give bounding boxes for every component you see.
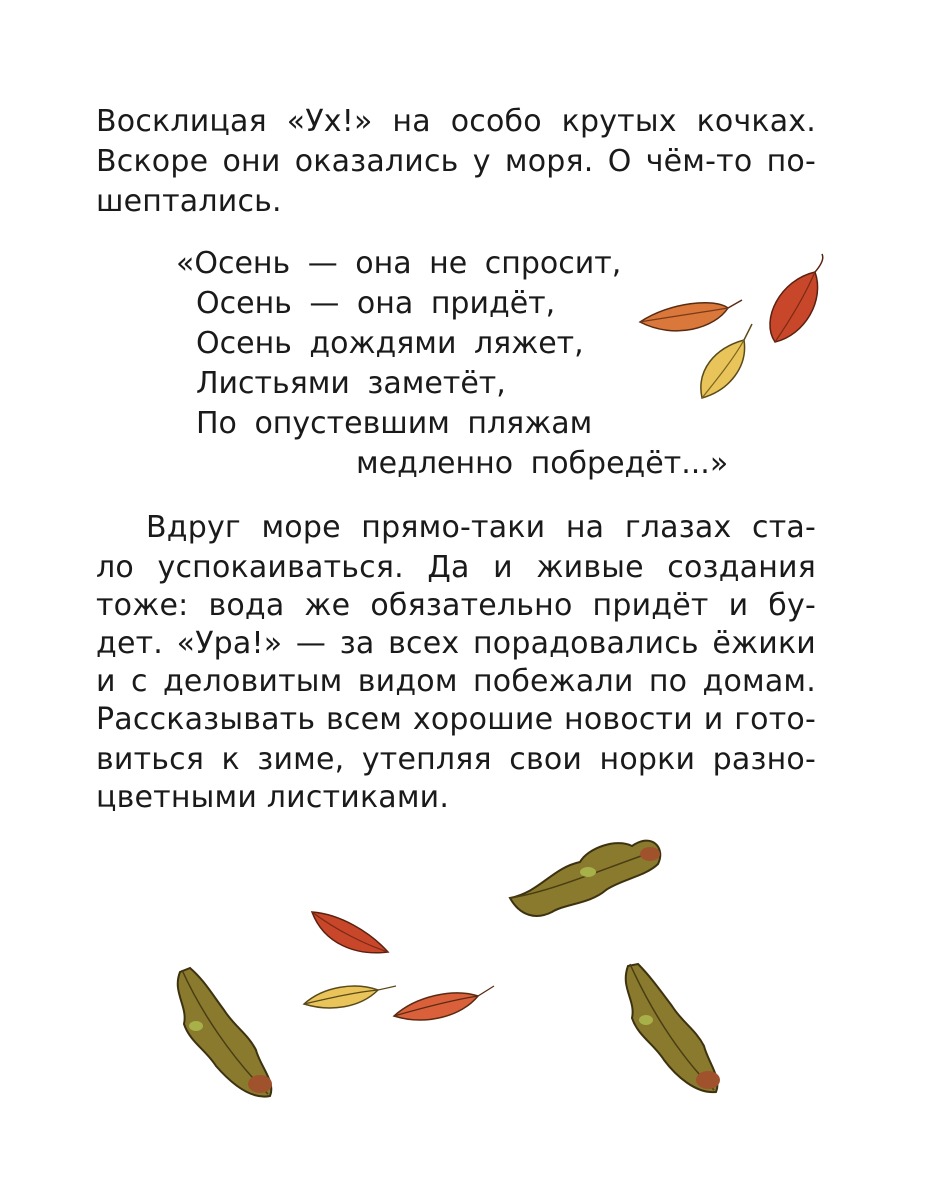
text-line: Рассказывать всем хорошие новости и гото- <box>96 702 816 737</box>
text-line: Вдруг море прямо-таки на глазах ста- <box>146 510 816 545</box>
yellow-leaf-icon <box>701 324 752 398</box>
yellow-leaf-icon <box>304 986 396 1008</box>
text-line: ло успокаиваться. Да и живые создания <box>96 550 816 585</box>
text-line: дет. «Ура!» — за всех порадовались ёжики <box>96 626 816 661</box>
text-line: тоже: вода же обязательно придёт и бу- <box>96 588 816 623</box>
red-leaf-icon <box>770 254 823 342</box>
poem-line: Осень дождями ляжет, <box>196 326 584 361</box>
orange-leaf-icon <box>394 986 494 1020</box>
orange-leaf-icon <box>640 300 742 331</box>
poem-line: Листьями заметёт, <box>196 366 506 401</box>
text-line: Вскоре они оказались у моря. О чём-то по- <box>96 144 816 179</box>
text-line: шептались. <box>96 184 282 219</box>
text-line: и с деловитым видом побежали по домам. <box>96 664 816 699</box>
text-line: виться к зиме, утепляя свои норки разно- <box>96 742 816 777</box>
oak-leaves-illustration <box>160 820 780 1120</box>
poem-line: По опустевшим пляжам <box>196 406 593 441</box>
poem-line: медленно побредёт...» <box>356 446 729 481</box>
oak-leaf-icon <box>626 964 720 1092</box>
poem-line: «Осень — она не спросит, <box>176 246 622 281</box>
autumn-leaves-illustration <box>630 250 870 410</box>
poem-line: Осень — она придёт, <box>196 286 556 321</box>
oak-leaf-icon <box>178 968 272 1097</box>
oak-leaf-icon <box>510 841 660 916</box>
red-leaf-icon <box>312 912 388 953</box>
text-line: цветными листиками. <box>96 780 450 815</box>
text-line: Восклицая «Ух!» на особо крутых кочках. <box>96 104 816 139</box>
